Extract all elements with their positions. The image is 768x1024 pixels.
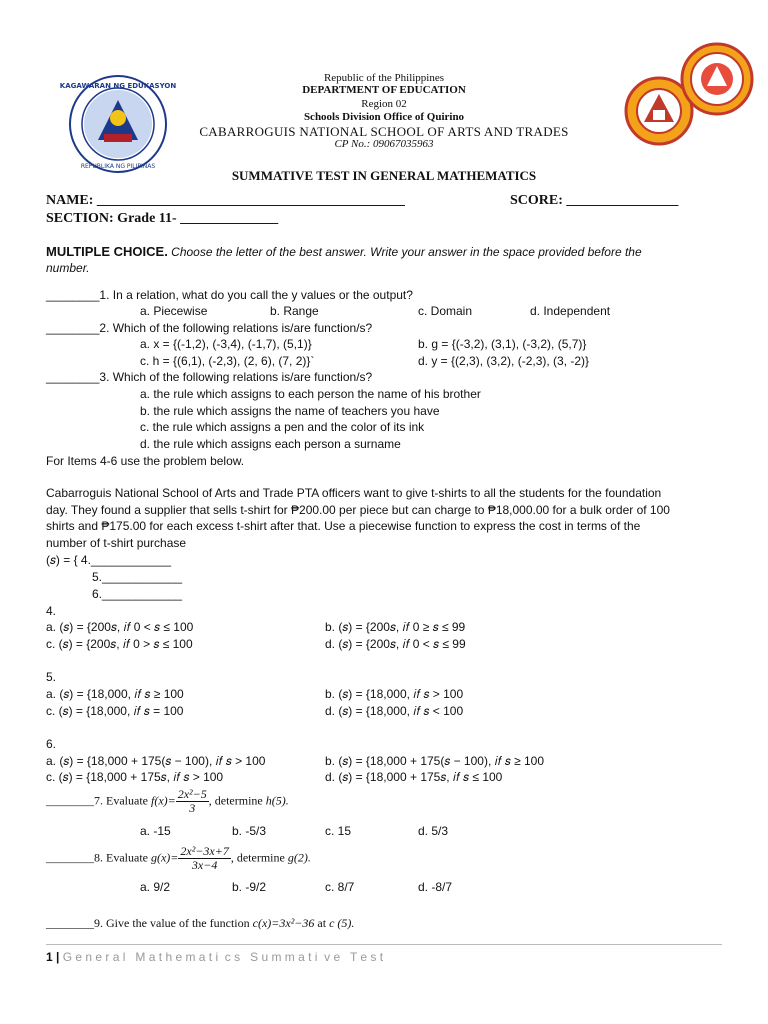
q7-option-c: c. 15 [325,824,352,838]
q4-option-b: b. (𝑠) = {200𝑠, 𝑖𝑓 0 ≥ 𝑠 ≤ 99 [325,620,466,634]
q8-suffix: , determine [230,850,288,865]
q6-number: 6. [46,737,57,751]
instructions-text: Choose the letter of the best answer. Write your answer in the space provided before the [171,245,642,259]
q1-option-d: d. Independent [530,304,611,318]
department-line: DEPARTMENT OF EDUCATION [302,84,466,96]
page-title: SUMMATIVE TEST IN GENERAL MATHEMATICS [231,168,537,183]
problem-line4: number of t-shirt purchase [46,536,187,550]
q5-option-d: d. (𝑠) = {18,000, 𝑖𝑓 𝑠 < 100 [325,704,464,718]
q5-number: 5. [46,670,57,684]
q3-option-b: b. the rule which assigns the name of teachers you have [140,404,440,418]
q6-option-c: c. (𝑠) = {18,000 + 175𝑠, 𝑖𝑓 𝑠 > 100 [46,770,224,784]
q7-numerator: 2x²−5 [177,787,207,801]
q5-option-c: c. (𝑠) = {18,000, 𝑖𝑓 𝑠 = 100 [46,704,184,718]
q8-numerator: 2x²−3x+7 [180,844,229,858]
q9-prefix: ________9. Give the value of the function [46,916,253,930]
problem-line2: day. They found a supplier that sells t-shirt for ₱200.00 per piece but can charge to ₱18,000.00 for a bulk order of 100 [46,503,670,517]
q8-prefix: ________8. Evaluate [46,850,151,865]
q7-function-name: f(x)= [150,793,176,808]
problem-line1: Cabarroguis National School of Arts and Trade PTA officers want to give t-shirts to all the students for the foundation [46,486,662,500]
name-field: NAME: ____________________________________________ [46,193,405,208]
q3-option-a: a. the rule which assigns to each person the name of his brother [140,387,481,401]
q7-option-d: d. 5/3 [418,824,449,838]
q2-option-a: a. x = {(-1,2), (-3,4), (-1,7), (5,1)} [140,337,312,351]
svg-text:REPUBLIKA NG PILIPINAS: REPUBLIKA NG PILIPINAS [80,163,156,170]
q9-suffix: at [314,916,330,930]
footer-divider [46,944,722,945]
q8-option-a: a. 9/2 [140,880,171,894]
q7-denominator: 3 [189,801,196,815]
q2-option-c: c. h = {(6,1), (-2,3), (2, 6), (7, 2)}` [140,354,315,368]
q2-option-b: b. g = {(-3,2), (3,1), (-3,2), (5,7)} [418,337,587,351]
q8-option-c: c. 8/7 [325,880,355,894]
q8-stem [46,845,311,872]
q1-option-a: a. Piecewise [140,304,208,318]
q7-suffix: , determine [208,793,266,808]
q6-option-a: a. (𝑠) = {18,000 + 175(𝑠 − 100), 𝑖𝑓 𝑠 > 100 [46,754,266,768]
footer-page-number: 1 [46,950,53,964]
q2-stem: ________2. Which of the following relations is/are function/s? [46,321,373,335]
items-intro: For Items 4-6 use the problem below. [46,454,245,468]
q1-stem: ________1. In a relation, what do you call the y values or the output? [46,288,413,302]
q7-option-a: a. -15 [140,824,171,838]
problem-function: (𝑠) = { 4.____________ [46,553,172,567]
q7-stem [46,788,289,815]
footer-title: G e n e r a l M a t h e m a t i c s S u m m a t i v e T e s t [62,950,384,964]
q8-option-d: d. -8/7 [418,880,453,894]
q3-option-d: d. the rule which assigns each person a surname [140,437,401,451]
region-line: Region 02 [361,98,407,110]
footer-separator: | [56,950,60,964]
q5-option-a: a. (𝑠) = {18,000, 𝑖𝑓 𝑠 ≥ 100 [46,687,184,701]
score-field: SCORE: ________________ [510,193,679,208]
instructions-label: MULTIPLE CHOICE. [46,244,168,259]
q5-option-b: b. (𝑠) = {18,000, 𝑖𝑓 𝑠 > 100 [325,687,464,701]
q8-fraction [178,845,230,872]
q7-target: h(5). [265,793,289,808]
q8-function-name: g(x)= [150,850,179,865]
instructions-line1 [46,244,642,259]
q8-target: g(2). [287,850,311,865]
q7-prefix: ________7. Evaluate [46,793,151,808]
q3-option-c: c. the rule which assigns a pen and the color of its ink [140,420,425,434]
q4-option-c: c. (𝑠) = {200𝑠, 𝑖𝑓 0 > 𝑠 ≤ 100 [46,637,193,651]
q8-option-b: b. -9/2 [232,880,267,894]
q9-function: c(x)=3x²−36 [252,916,315,930]
q6-option-b: b. (𝑠) = {18,000 + 175(𝑠 − 100), 𝑖𝑓 𝑠 ≥ 100 [325,754,545,768]
q4-number: 4. [46,604,57,618]
q9-target: c (5). [329,916,355,930]
problem-blank-5: 5.____________ [92,570,183,584]
q4-option-a: a. (𝑠) = {200𝑠, 𝑖𝑓 0 < 𝑠 ≤ 100 [46,620,194,634]
problem-line3: shirts and ₱175.00 for each excess t-shirt after that. Use a piecewise function to express the cost in terms of the [46,519,641,533]
school-name: CABARROGUIS NATIONAL SCHOOL OF ARTS AND TRADES [199,124,569,139]
svg-text:KAGAWARAN NG EDUKASYON: KAGAWARAN NG EDUKASYON [59,82,177,90]
q1-option-c: c. Domain [418,304,473,318]
section-field: SECTION: Grade 11- ______________ [46,211,279,226]
q1-option-b: b. Range [270,304,319,318]
problem-blank-6: 6.____________ [92,587,183,601]
q6-option-d: d. (𝑠) = {18,000 + 175𝑠, 𝑖𝑓 𝑠 ≤ 100 [325,770,503,784]
q8-denominator: 3x−4 [191,858,218,872]
q3-stem: ________3. Which of the following relations is/are function/s? [46,370,373,384]
footer [46,950,383,964]
q9-stem [46,916,354,931]
q4-option-d: d. (𝑠) = {200𝑠, 𝑖𝑓 0 < 𝑠 ≤ 99 [325,637,466,651]
division-line: Schools Division Office of Quirino [303,111,465,123]
instructions-line2: number. [46,261,90,275]
q2-option-d: d. y = {(2,3), (3,2), (-2,3), (3, -2)} [418,354,590,368]
republic-line: Republic of the Philippines [323,72,445,84]
q7-option-b: b. -5/3 [232,824,267,838]
q7-fraction [176,788,209,815]
cp-number: CP No.: 09067035963 [334,138,434,150]
